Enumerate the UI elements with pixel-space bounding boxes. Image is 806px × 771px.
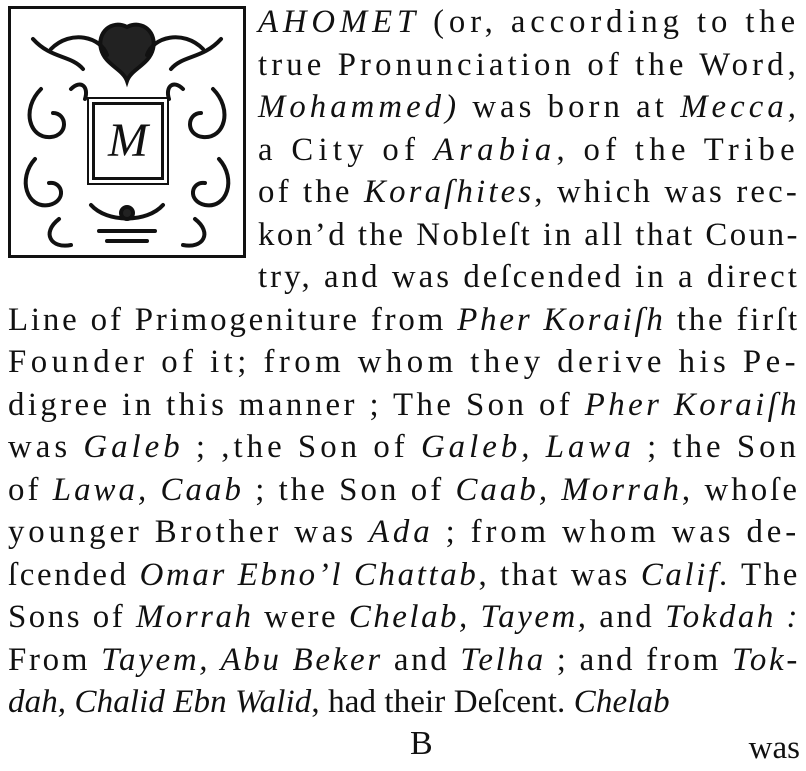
roman-text: Sons of — [8, 599, 136, 635]
roman-text: From — [8, 641, 102, 678]
italic-text: Ada — [368, 514, 434, 550]
roman-text: The — [730, 556, 800, 593]
text-line — [258, 2, 800, 42]
italic-text: Pher Koraiſh — [584, 386, 800, 423]
text-line — [8, 342, 800, 382]
italic-text: Mohammed) — [258, 89, 461, 125]
roman-text: Line of Primogeniture from — [8, 301, 458, 338]
text-line — [8, 597, 800, 637]
italic-text: Chelab — [573, 684, 670, 720]
text-line — [258, 87, 800, 127]
text-line — [8, 640, 800, 680]
roman-text: , that was — [478, 556, 641, 593]
roman-text: kon’d the Nobleſt in all that Coun- — [258, 216, 800, 253]
roman-text: try, and was deſcended in a direct — [258, 259, 800, 295]
roman-text: the firſt — [665, 301, 800, 338]
text-line — [8, 555, 800, 595]
text-line — [8, 682, 670, 722]
text-line — [258, 172, 800, 212]
roman-text: ; the Son of — [243, 471, 456, 508]
italic-text: Tokdah : — [665, 599, 800, 635]
roman-text: ; ,the Son of — [183, 429, 421, 465]
italic-text: Morrah — [135, 599, 254, 635]
italic-text: Caab, Morrah — [455, 471, 682, 508]
decorated-initial — [8, 6, 246, 258]
roman-text: ; and from — [545, 641, 732, 678]
roman-text: and — [382, 641, 461, 678]
text-line — [258, 257, 800, 297]
text-line — [258, 215, 800, 255]
text-line — [8, 512, 800, 552]
italic-text: dah, Chalid Ebn Walid — [8, 684, 312, 720]
italic-text: Galeb, Lawa — [420, 429, 635, 465]
text-line — [8, 385, 800, 425]
italic-text: Omar Ebno’l Chattab — [139, 556, 479, 593]
italic-text: Telha — [460, 641, 546, 678]
roman-text: , whoſe — [681, 471, 800, 508]
catchword: was — [748, 730, 800, 766]
roman-text: (or, according to the — [420, 4, 800, 40]
roman-text: true Pronunciation of the Word, — [258, 46, 800, 83]
roman-text: of — [8, 471, 53, 508]
italic-text: Galeb — [83, 429, 184, 465]
initial-letter: M — [92, 102, 164, 180]
roman-text: was born at — [460, 89, 681, 125]
roman-text: , had their Deſcent. — [311, 684, 574, 720]
italic-text: Koraſhites — [364, 174, 535, 210]
text-line — [8, 427, 800, 467]
signature-mark: B — [410, 725, 433, 762]
roman-text: digree in this manner ; The Son of — [8, 386, 585, 423]
text-line — [8, 470, 800, 510]
italic-text: Chelab, Tayem, — [348, 599, 589, 635]
roman-text: and — [588, 599, 666, 635]
roman-text: a City of — [258, 131, 434, 168]
italic-text: Calif. — [640, 556, 731, 593]
italic-text: Tayem, Abu Beker — [101, 641, 383, 678]
roman-text: ; the Son — [634, 429, 800, 465]
italic-text: Tok- — [731, 641, 800, 678]
roman-text: , of the Tribe — [556, 131, 800, 168]
italic-text: Mecca, — [680, 89, 800, 125]
roman-text: , which was rec- — [534, 174, 800, 210]
italic-text: Pher Koraiſh — [457, 301, 666, 338]
italic-text: Lawa, Caab — [52, 471, 244, 508]
text-line — [258, 45, 800, 85]
roman-text: were — [253, 599, 349, 635]
roman-text: ; from whom was de- — [433, 514, 800, 550]
roman-text: of the — [258, 174, 365, 210]
italic-text: Arabia — [433, 131, 557, 168]
italic-text: AHOMET — [258, 4, 421, 40]
roman-text: Founder of it; from whom they derive his Pe- — [8, 344, 800, 380]
roman-text: was — [8, 429, 84, 465]
text-line — [258, 130, 800, 170]
roman-text: younger Brother was — [8, 514, 369, 550]
roman-text: ſcended — [8, 556, 140, 593]
text-line — [8, 300, 800, 340]
